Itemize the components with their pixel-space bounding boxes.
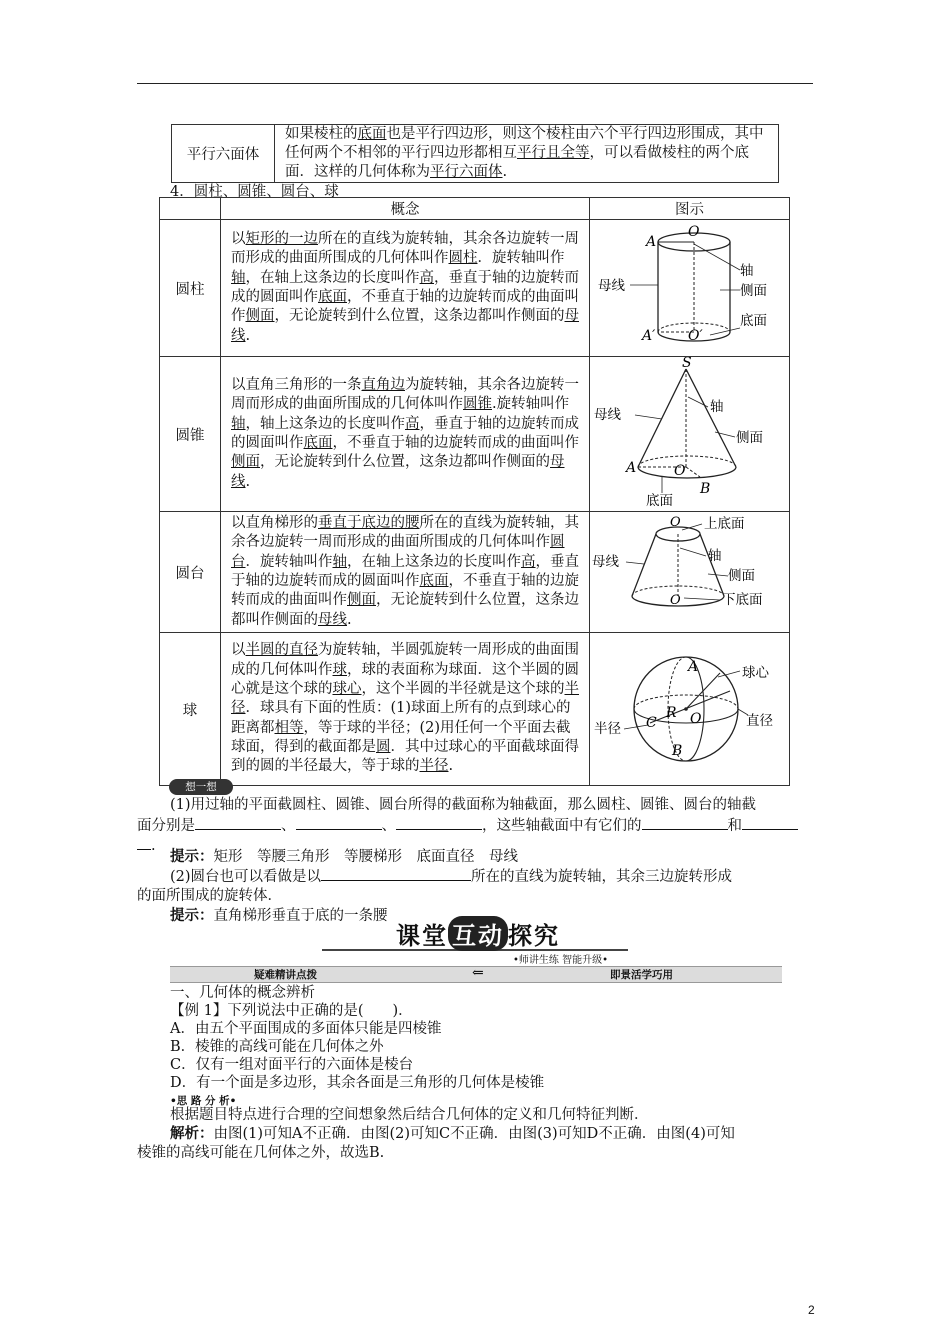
label-top-base: 上底面 <box>704 516 745 532</box>
cylinder-figure <box>590 220 788 352</box>
think-q1-line2: 面分别是 、 、 ，这些轴截面中有它们的 和 <box>137 815 817 836</box>
parallelepiped-name: 平行六面体 <box>172 125 275 183</box>
label-R: R <box>666 705 677 721</box>
label-bottom: 底面 <box>740 313 767 329</box>
example-stem: 【例 1】下列说法中正确的是( )． <box>170 1003 413 1019</box>
label-B: B <box>700 481 711 497</box>
label-A-prime: A′ <box>642 328 656 344</box>
label-diameter: 直径 <box>746 713 773 729</box>
label-B: B <box>672 743 683 759</box>
label-O-top: O <box>670 515 681 530</box>
think-q2-line2: 的面所围成的旋转体． <box>137 888 282 904</box>
label-O: O <box>690 711 702 727</box>
label-axis: 轴 <box>710 399 724 415</box>
concept-cylinder: 以矩形的一边所在的直线为旋转轴，其余各边旋转一周而形成的曲面所围成的几何体叫作圆柱．旋转轴叫作轴，在轴上这条边的长度叫作高，垂直于轴的边旋转而成的圆面叫作底面，不垂直于轴的边旋转而成的曲面叫作侧面，无论旋转到什么位置，这条边都叫作侧面的母线. <box>221 220 590 357</box>
analysis-text: 根据题目特点进行合理的空间想象然后结合几何体的定义和几何特征判断． <box>170 1107 649 1123</box>
think-badge: 想一想 <box>169 779 233 795</box>
label-side: 侧面 <box>728 568 755 584</box>
think-hint-2: 提示：直角梯形垂直于底的一条腰 <box>170 907 388 924</box>
figure-cell-cone <box>590 357 790 512</box>
concept-cone: 以直角三角形的一条直角边为旋转轴，其余各边旋转一周而形成的曲面所围成的几何体叫作圆锥.旋转轴叫作轴，轴上这条边的长度叫作高，垂直于轴的边旋转而成的圆面叫作底面，不垂直于轴的边旋转而成的曲面叫作侧面，无论旋转到什么位置，这条边都叫作侧面的母线. <box>221 357 590 512</box>
banner-title-a: 课堂 <box>396 921 448 950</box>
label-axis: 轴 <box>740 263 754 279</box>
banner-title-mid: 互动 <box>448 916 508 951</box>
label-generatrix: 母线 <box>598 278 625 294</box>
banner-title-b: 探究 <box>508 921 560 950</box>
label-S: S <box>682 357 692 371</box>
label-A: A <box>626 460 637 476</box>
label-side: 侧面 <box>740 283 767 299</box>
banner-subtitle: •师讲生练 智能升级• <box>510 951 611 966</box>
row-name-frustum: 圆台 <box>160 512 221 633</box>
label-bottom: 底面 <box>646 493 673 507</box>
row-cone <box>160 357 790 512</box>
option-c: C．仅有一组对面平行的六面体是棱台 <box>170 1057 414 1073</box>
frustum-figure <box>590 512 788 628</box>
section-banner <box>170 913 782 983</box>
label-C: C <box>646 715 657 731</box>
label-center: 球心 <box>742 665 769 681</box>
think-q1-tail: . <box>137 835 156 856</box>
label-generatrix: 母线 <box>594 407 621 423</box>
label-side: 侧面 <box>736 430 763 446</box>
label-A: A <box>688 659 699 675</box>
row-frustum <box>160 512 790 633</box>
analysis-tag: •思 路 分 析• <box>170 1095 237 1107</box>
option-b: B．棱锥的高线可能在几何体之外 <box>170 1039 384 1055</box>
arrow-icon: ⇐ <box>472 965 484 981</box>
label-generatrix: 母线 <box>592 554 619 570</box>
col-header-concept: 概念 <box>221 198 590 220</box>
col-header-figure: 图示 <box>590 198 790 220</box>
sphere-figure <box>590 633 788 781</box>
think-q2-line1: (2)圆台也可以看做是以 所在的直线为旋转轴，其余三边旋转形成 <box>170 866 732 887</box>
banner-right-tag: 即景活学巧用 <box>610 969 673 981</box>
figure-cell-sphere <box>590 633 790 786</box>
option-a: A．由五个平面围成的多面体只能是四棱锥 <box>170 1021 442 1037</box>
concept-sphere: 以半圆的直径为旋转轴，半圆弧旋转一周形成的曲面围成的几何体叫作球，球的表面称为球面．这个半圆的圆心就是这个球的球心，这个半圆的半径就是这个球的半径．球具有下面的性质：(1)球面上所有的点到球心的距离都相等，等于球的半径；(2)用任何一个平面去截球面，得到的截面都是圆．其中过球心的平面截球面得到的圆的半径最大，等于球的半径. <box>221 633 590 786</box>
row-name-cone: 圆锥 <box>160 357 221 512</box>
think-hint-1: 提示：矩形 等腰三角形 等腰梯形 底面直径 母线 <box>170 848 518 865</box>
think-q1-line1: (1)用过轴的平面截圆柱、圆锥、圆台所得的截面称为轴截面，那么圆柱、圆锥、圆台的轴截 <box>170 797 757 813</box>
label-A: A <box>646 234 657 250</box>
page-number: 2 <box>808 1303 815 1317</box>
label-bottom-base: 下底面 <box>722 592 763 608</box>
header-rule <box>137 83 813 84</box>
solution-line1: 解析：由图(1)可知A不正确．由图(2)可知C不正确．由图(3)可知D不正确．由图(4)可知 <box>170 1125 735 1142</box>
label-O-bottom: O <box>670 593 681 608</box>
section-4-title: 4．圆柱、圆锥、圆台、球 <box>170 184 339 200</box>
concept-frustum: 以直角梯形的垂直于底边的腰所在的直线为旋转轴，其余各边旋转一周而形成的曲面所围成的几何体叫作圆台．旋转轴叫作轴，在轴上这条边的长度叫作高，垂直于轴的边旋转而成的圆面叫作底面，不垂直于轴的边旋转而成的曲面叫作侧面，无论旋转到什么位置，这条边都叫作侧面的母线. <box>221 512 590 633</box>
solution-line2: 棱锥的高线可能在几何体之外，故选B. <box>137 1145 385 1161</box>
figure-cell-cylinder <box>590 220 790 357</box>
parallelepiped-definition: 如果棱柱的底面也是平行四边形，则这个棱柱由六个平行四边形围成，其中任何两个不相邻的平行四边形都相互平行且全等，可以看做棱柱的两个底面．这样的几何体称为平行六面体. <box>275 125 779 183</box>
label-O-prime: O′ <box>688 328 703 344</box>
banner-left-tag: 疑难精讲点拨 <box>254 969 317 981</box>
row-cylinder <box>160 220 790 357</box>
row-name-sphere: 球 <box>160 633 221 786</box>
example-section-title: 一、几何体的概念辨析 <box>170 985 315 1001</box>
label-O: O <box>688 224 700 240</box>
label-radius: 半径 <box>594 721 621 737</box>
parallelepiped-table <box>171 124 779 183</box>
label-axis: 轴 <box>708 548 722 564</box>
row-name-cylinder: 圆柱 <box>160 220 221 357</box>
cone-figure <box>590 357 788 507</box>
figure-cell-frustum <box>590 512 790 633</box>
row-sphere <box>160 633 790 786</box>
label-O: O <box>674 463 686 479</box>
option-d: D．有一个面是多边形，其余各面是三角形的几何体是棱锥 <box>170 1075 545 1091</box>
solids-table <box>159 197 790 786</box>
